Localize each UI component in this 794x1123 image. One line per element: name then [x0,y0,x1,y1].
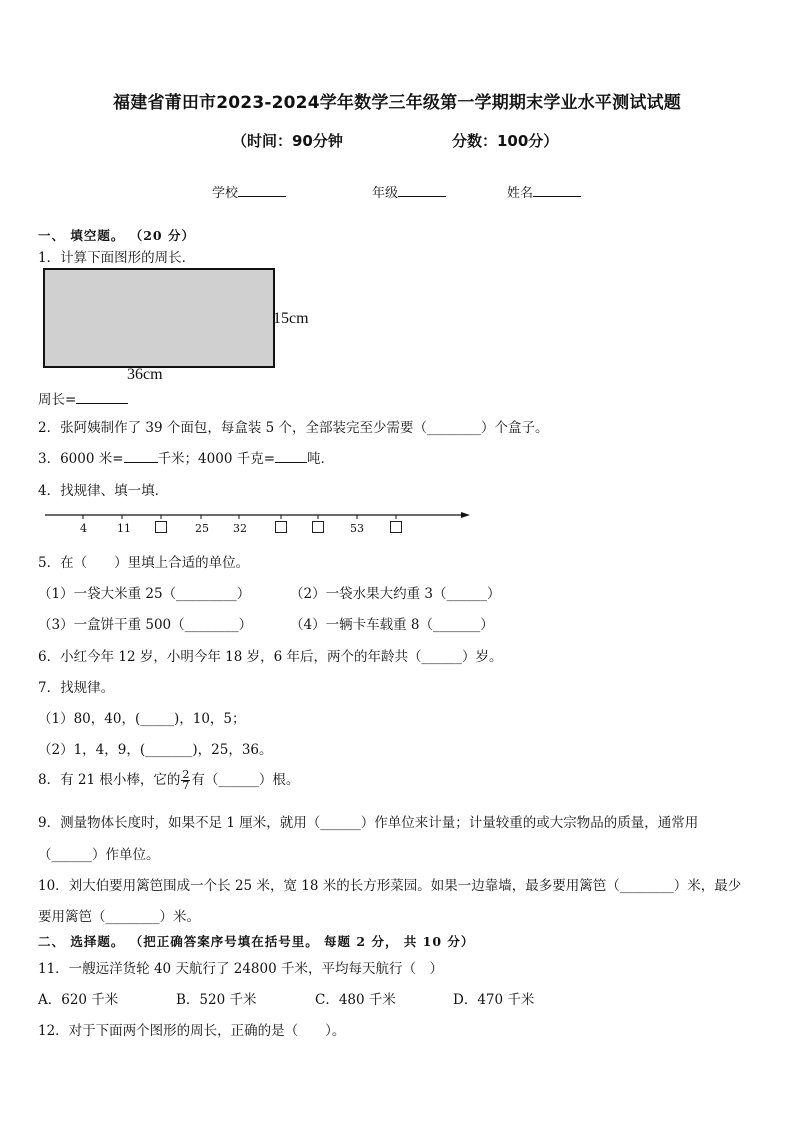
q8-prefix: 8．有 21 根小棒，它的 [38,772,181,788]
q5-item-1: （1）一袋大米重 25（_________） [38,586,251,602]
option-c[interactable]: C．480 千米 [315,992,396,1008]
perimeter-blank[interactable] [76,389,128,404]
q3-blank-2[interactable] [275,448,307,463]
number-line [40,508,472,534]
exam-time: （时间：90分钟 [232,132,343,150]
question-6: 6．小红今年 12 岁，小明今年 18 岁，6 年后，两个的年龄共（______）岁。 [38,649,503,665]
number-line-label: 25 [195,522,209,535]
question-9-line-2: （______）作单位。 [38,847,160,863]
q5-item-4: （4）一辆卡车载重 8（_______） [290,617,494,633]
number-line-label: 53 [350,522,364,535]
q3-prefix: 3．6000 米= [38,451,124,467]
question-12: 12．对于下面两个图形的周长，正确的是（ ）。 [38,1023,346,1039]
number-line-blank-box[interactable] [155,521,167,533]
rectangle-height-label: 15cm [273,310,309,327]
q3-blank-1[interactable] [124,448,158,463]
name-label: 姓名 [507,186,534,201]
number-line-label: 32 [233,522,247,535]
fraction-numerator: 2 [182,768,190,781]
q3-mid: 千米；4000 千克= [157,451,276,467]
question-5: 5．在（ ）里填上合适的单位。 [38,555,250,571]
number-line-blank-box[interactable] [312,521,324,533]
rectangle-width-label: 36cm [127,366,163,383]
number-line-label: 11 [117,522,131,535]
question-11: 11．一艘远洋货轮 40 天航行了 24800 千米，平均每天航行（ ） [38,961,443,977]
question-3 [38,447,334,467]
perimeter-label: 周长= [38,392,77,408]
option-b[interactable]: B．520 千米 [176,992,257,1008]
option-a[interactable]: A．620 千米 [38,992,119,1008]
q5-item-2: （2）一袋水果大约重 3（______） [290,586,501,602]
question-4: 4．找规律、填一填． [38,483,169,499]
page-title: 福建省莆田市2023-2024学年数学三年级第一学期期末学业水平测试试题 [113,93,681,113]
question-10-line-1: 10．刘大伯要用篱笆围成一个长 25 米，宽 18 米的长方形菜园。如果一边靠墙，最多要用篱笆（________）米，最少 [38,878,742,894]
question-7: 7．找规律。 [38,680,115,696]
section-1-title: 一、 填空题。 （20 分） [38,228,195,243]
option-d[interactable]: D．470 千米 [453,992,535,1008]
q3-suffix: 吨． [307,451,335,467]
school-label: 学校 [212,186,239,201]
q7-line-1: （1）80，40，(_____)，10，5； [38,711,246,727]
question-8 [38,768,299,791]
number-line-blank-box[interactable] [275,521,287,533]
grade-blank[interactable] [398,182,446,197]
perimeter-answer [38,388,128,408]
name-field [507,182,581,201]
section-2-title: 二、 选择题。 （把正确答案序号填在括号里。 每题 2 分， 共 10 分） [38,934,475,949]
number-line-blank-box[interactable] [390,521,402,533]
q7-line-2: （2）1，4，9，(_______)，25，36。 [38,742,273,758]
q8-suffix: 有（______）根。 [191,772,300,788]
q5-item-3: （3）一盒饼干重 500（________） [38,617,253,633]
school-blank[interactable] [238,182,286,197]
question-10-line-2: 要用篱笆（________）米。 [38,909,200,925]
question-9-line-1: 9．测量物体长度时，如果不足 1 厘米，就用（______）作单位来计量；计量较重的或大宗物品的质量，通常用 [38,815,699,831]
exam-score: 分数：100分） [452,132,559,150]
fraction [181,770,190,791]
fraction-denominator: 7 [182,779,190,792]
grade-label: 年级 [372,186,399,201]
question-2: 2．张阿姨制作了 39 个面包，每盒装 5 个，全部装完至少需要（________）个盒子。 [38,420,549,436]
school-field [212,182,286,201]
rectangle-figure [43,268,275,368]
grade-field [372,182,446,201]
name-blank[interactable] [533,182,581,197]
question-1: 1．计算下面图形的周长． [38,250,196,266]
number-line-label: 4 [80,522,87,535]
